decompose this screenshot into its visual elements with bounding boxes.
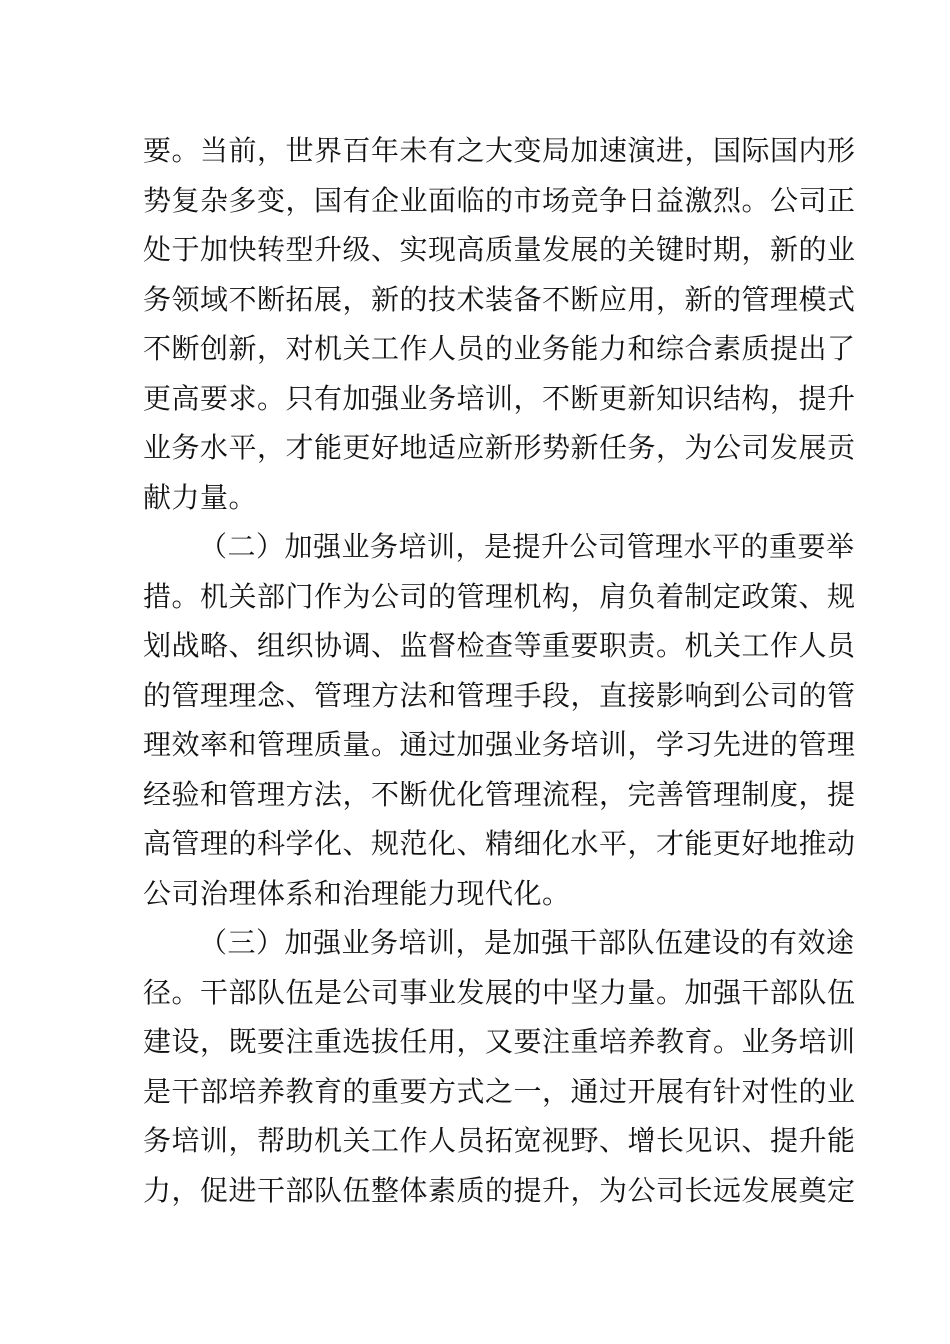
paragraph-3-line-6: 力，促进干部队伍整体素质的提升，为公司长远发展奠定	[143, 1173, 856, 1207]
paragraph-3-line-5: 务培训，帮助机关工作人员拓宽视野、增长见识、提升能	[143, 1124, 856, 1157]
paragraph-3-line-2: 径。干部队伍是公司事业发展的中坚力量。加强干部队伍	[143, 975, 856, 1009]
paragraph-1-line-4: 务领域不断拓展，新的技术装备不断应用，新的管理模式	[143, 282, 856, 316]
paragraph-2-line-5: 理效率和管理质量。通过加强业务培训，学习先进的管理	[143, 728, 856, 761]
paragraph-1-line-5: 不断创新，对机关工作人员的业务能力和综合素质提出了	[143, 332, 856, 365]
paragraph-2-line-1: （二）加强业务培训，是提升公司管理水平的重要举	[199, 530, 855, 563]
paragraph-3-line-4: 是干部培养教育的重要方式之一，通过开展有针对性的业	[143, 1074, 856, 1108]
paragraph-2-line-6: 经验和管理方法，不断优化管理流程，完善管理制度，提	[143, 777, 856, 811]
paragraph-3-line-3: 建设，既要注重选拔任用，又要注重培养教育。业务培训	[143, 1025, 856, 1058]
paragraph-2-line-8: 公司治理体系和治理能力现代化。	[143, 876, 571, 910]
paragraph-1-line-2: 势复杂多变，国有企业面临的市场竞争日益激烈。公司正	[143, 183, 856, 217]
body-text	[143, 126, 856, 1215]
paragraph-3-line-1: （三）加强业务培训，是加强干部队伍建设的有效途	[199, 926, 855, 959]
paragraph-1-line-8: 献力量。	[143, 480, 258, 514]
paragraph-1-line-7: 业务水平，才能更好地适应新形势新任务，为公司发展贡	[143, 431, 856, 464]
paragraph-1-line-1: 要。当前，世界百年未有之大变局加速演进，国际国内形	[143, 134, 856, 167]
paragraph-1-line-6: 更高要求。只有加强业务培训，不断更新知识结构，提升	[143, 381, 856, 415]
paragraph-1-line-3: 处于加快转型升级、实现高质量发展的关键时期，新的业	[143, 233, 856, 266]
paragraph-2-line-2: 措。机关部门作为公司的管理机构，肩负着制定政策、规	[143, 579, 856, 613]
paragraph-2-line-7: 高管理的科学化、规范化、精细化水平，才能更好地推动	[143, 827, 856, 860]
paragraph-2-line-3: 划战略、组织协调、监督检查等重要职责。机关工作人员	[143, 629, 856, 662]
paragraph-2-line-4: 的管理理念、管理方法和管理手段，直接影响到公司的管	[143, 678, 856, 712]
